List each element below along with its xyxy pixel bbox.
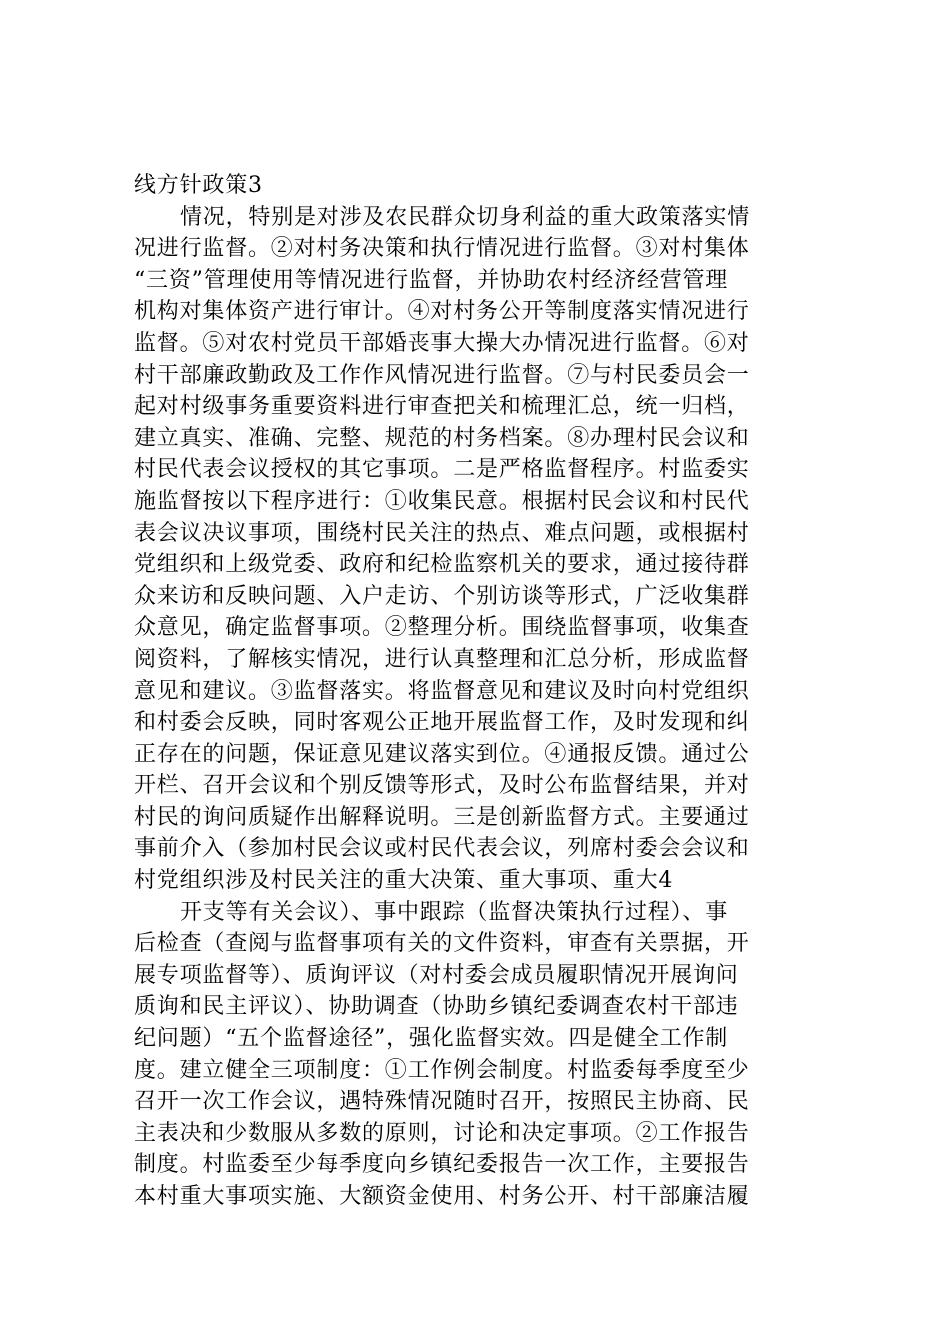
- text-line: 度。建立健全三项制度：①工作例会制度。村监委每季度至少: [134, 1057, 750, 1083]
- text-line: 况进行监督。②对村务决策和执行情况进行监督。③对村集体: [134, 236, 750, 262]
- text-line: 机构对集体资产进行审计。④对村务公开等制度落实情况进行: [134, 299, 750, 325]
- text-line: 质询和民主评议）、协助调查（协助乡镇纪委调查农村干部违: [134, 994, 739, 1020]
- text-line: 村民代表会议授权的其它事项。二是严格监督程序。村监委实: [134, 457, 750, 483]
- text-line: 主表决和少数服从多数的原则，讨论和决定事项。②工作报告: [134, 1120, 750, 1146]
- text-line: “三资”管理使用等情况进行监督，并协助农村经济经营管理: [134, 267, 729, 293]
- text-line: 众来访和反映问题、入户走访、个别访谈等形式，广泛收集群: [134, 583, 750, 609]
- text-line: 村干部廉政勤政及工作作风情况进行监督。⑦与村民委员会一: [134, 362, 750, 388]
- text-line: 意见和建议。③监督落实。将监督意见和建议及时向村党组织: [134, 678, 750, 704]
- text-line: 后检查（查阅与监督事项有关的文件资料，审查有关票据，开: [134, 931, 750, 957]
- text-line: 阅资料，了解核实情况，进行认真整理和汇总分析，形成监督: [134, 646, 750, 672]
- text-line: 制度。村监委至少每季度向乡镇纪委报告一次工作，主要报告: [134, 1152, 750, 1178]
- text-line: 线方针政策3: [134, 173, 263, 198]
- text-line: 村民的询问质疑作出解释说明。三是创新监督方式。主要通过: [134, 804, 750, 830]
- text-line: 召开一次工作会议，遇特殊情况随时召开，按照民主协商、民: [134, 1089, 750, 1115]
- text-line: 事前介入（参加村民会议或村民代表会议，列席村委会会议和: [134, 836, 750, 862]
- text-line: 党组织和上级党委、政府和纪检监察机关的要求，通过接待群: [134, 552, 750, 578]
- document-body: [134, 170, 834, 1213]
- text-line: 正存在的问题，保证意见建议落实到位。④通报反馈。通过公: [134, 741, 750, 767]
- text-line: 监督。⑤对农村党员干部婚丧事大操大办情况进行监督。⑥对: [134, 330, 750, 356]
- text-line: 起对村级事务重要资料进行审查把关和梳理汇总，统一归档，: [134, 394, 750, 420]
- text-line: 村党组织涉及村民关注的重大决策、重大事项、重大4: [134, 868, 674, 894]
- text-line: 和村委会反映，同时客观公正地开展监督工作，及时发现和纠: [134, 710, 750, 736]
- text-line: 建立真实、准确、完整、规范的村务档案。⑧办理村民会议和: [134, 425, 750, 451]
- text-line: 情况，特别是对涉及农民群众切身利益的重大政策落实情: [180, 204, 751, 230]
- text-line: 展专项监督等）、质询评议（对村委会成员履职情况开展询问: [134, 962, 739, 988]
- text-line: 施监督按以下程序进行：①收集民意。根据村民会议和村民代: [134, 488, 750, 514]
- text-line: 开栏、召开会议和个别反馈等形式，及时公布监督结果，并对: [134, 773, 750, 799]
- text-line: 开支等有关会议）、事中跟踪（监督决策执行过程）、事: [180, 899, 729, 925]
- text-line: 本村重大事项实施、大额资金使用、村务公开、村干部廉洁履: [134, 1184, 750, 1209]
- text-line: 表会议决议事项，围绕村民关注的热点、难点问题，或根据村: [134, 520, 750, 546]
- text-line: 众意见，确定监督事项。②整理分析。围绕监督事项，收集查: [134, 615, 750, 641]
- text-line: 纪问题）“五个监督途径”，强化监督实效。四是健全工作制: [134, 1026, 729, 1052]
